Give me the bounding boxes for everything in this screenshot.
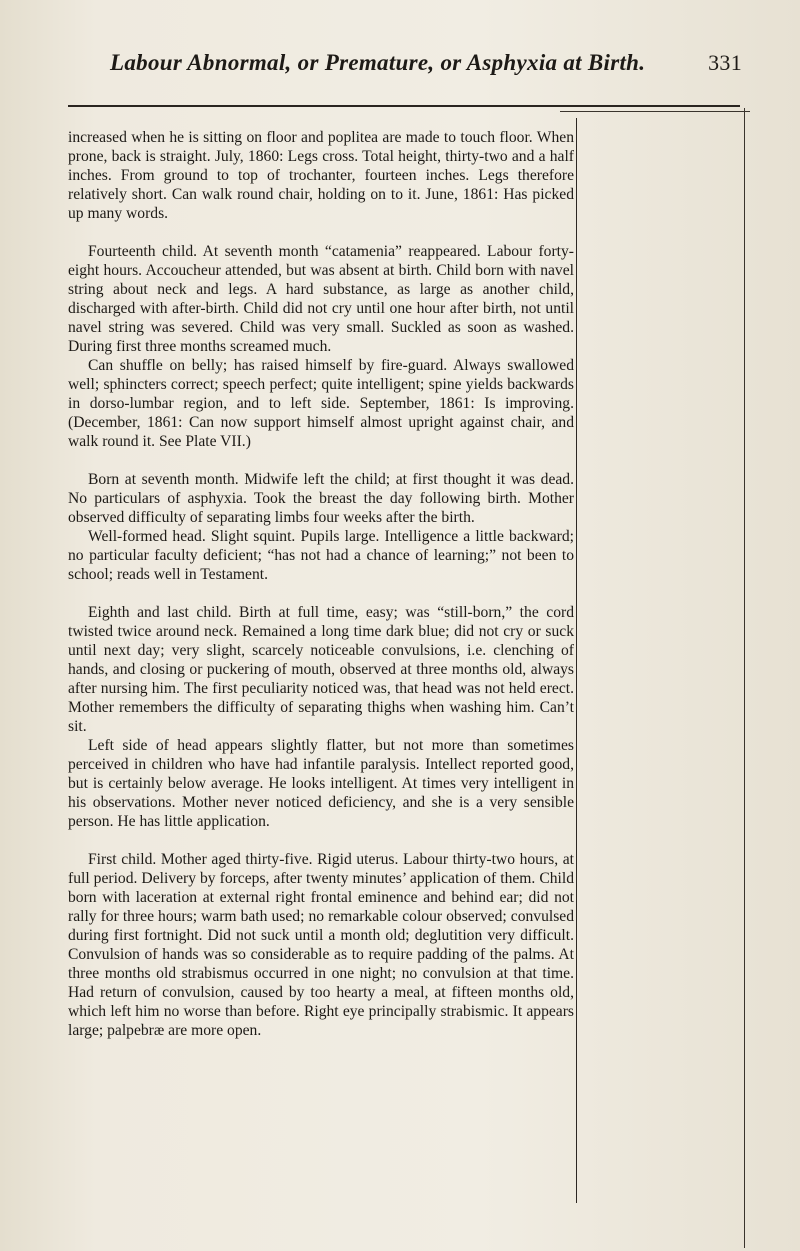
paragraph-2: Fourteenth child. At seventh month “catamenia” reappeared. Labour forty-eight hours. Accoucheur attended, but was absent at birth. Child born with navel string about neck and legs. A hard substance, as large as another child, discharged with after-birth. Child did not cry until one hour after birth, not until navel string was severed. Child was very small. Suckled as soon as washed. During first three months screamed much. xyxy=(68,243,574,355)
header-rule-secondary xyxy=(560,111,750,112)
paragraph-gap xyxy=(68,223,574,242)
page-title: Labour Abnormal, or Premature, or Asphyxia at Birth. xyxy=(110,50,646,75)
header-rule xyxy=(68,105,740,107)
page-number: 331 xyxy=(708,50,742,75)
paragraph-5: Well-formed head. Slight squint. Pupils large. Intelligence a little backward; no particular faculty deficient; “has not had a chance of learning;” not been to school; reads well in Testament. xyxy=(68,528,574,583)
paragraph-8: First child. Mother aged thirty-five. Rigid uterus. Labour thirty-two hours, at full period. Delivery by forceps, after twenty minutes’ application of them. Child born with laceration at external right frontal eminence and behind ear; did not rally for three hours; warm bath used; no remarkable colour observed; convulsed during first fortnight. Did not suck until a month old; deglutition very difficult. Convulsion of hands was so considerable as to require padding of the palms. At three months old strabismus occurred in one night; no convulsion at that time. Had return of convulsion, caused by too hearty a meal, at fifteen months old, which left him no worse than before. Right eye principally strabismic. It appears large; palpebræ are more open. xyxy=(68,851,574,1039)
paragraph-1: increased when he is sitting on floor and poplitea are made to touch floor. When prone, back is straight. July, 1860: Legs cross. Total height, thirty-two and a half inches. From ground to top of trochanter, fourteen inches. Legs therefore relatively short. Can walk round chair, holding on to it. June, 1861: Has picked up many words. xyxy=(68,129,574,222)
body-text xyxy=(68,128,574,1040)
column-rule xyxy=(576,118,577,1203)
paragraph-6: Eighth and last child. Birth at full time, easy; was “still-born,” the cord twisted twice around neck. Remained a long time dark blue; did not cry or suck until next day; very slight, scarcely noticeable convulsions, i.e. clenching of hands, and closing or puckering of mouth, observed at three months old, always after nursing him. The first peculiarity noticed was, that head was not held erect. Mother remembers the difficulty of separating thighs when washing him. Can’t sit. xyxy=(68,604,574,735)
paragraph-3: Can shuffle on belly; has raised himself by fire-guard. Always swallowed well; sphincters correct; speech perfect; quite intelligent; spine yields backwards in dorso-lumbar region, and to left side. September, 1861: Is improving. (December, 1861: Can now support himself almost upright against chair, and walk round it. See Plate VII.) xyxy=(68,357,574,450)
paragraph-4: Born at seventh month. Midwife left the child; at first thought it was dead. No particulars of asphyxia. Took the breast the day following birth. Mother observed difficulty of separating limbs four weeks after the birth. xyxy=(68,471,574,526)
paragraph-gap xyxy=(68,831,574,850)
paragraph-7: Left side of head appears slightly flatter, but not more than sometimes perceived in children who have had infantile paralysis. Intellect reported good, but is certainly below average. He looks intelligent. At times very intelligent in his observations. Mother never noticed deficiency, and she is a very sensible person. He has little application. xyxy=(68,737,574,830)
page-edge-rule xyxy=(744,108,745,1248)
paragraph-gap xyxy=(68,451,574,470)
paragraph-gap xyxy=(68,584,574,603)
running-header xyxy=(110,50,750,84)
